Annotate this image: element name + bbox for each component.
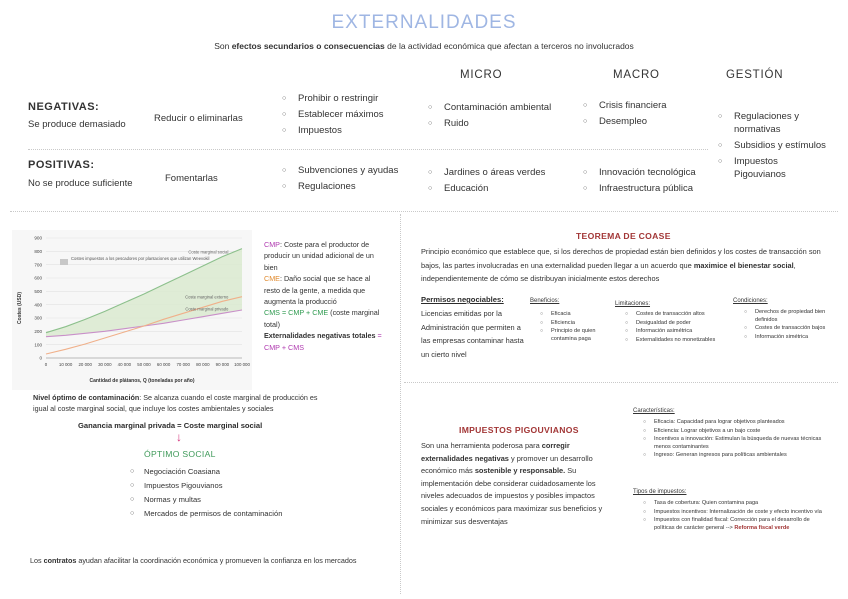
list-item: ○ Normas y multas [130,494,360,505]
cost-definitions: CMP: Coste para el productor de producir un unidad adicional de un bien CME: Daño social que se hace al resto de la gente, a medida que augmenta la producció CMS = CMP + CME (coste marginal total) Externalidades negativas totales = CMP + CMS [264,240,382,352]
legend-swatch [60,259,68,265]
legend-text: Costes impuestos a los pescadores por plantaciones que utilizan Weevokil [71,256,210,261]
col-gestion-heading: GESTIÓN [726,69,784,81]
caracteristicas-list [643,419,828,461]
list-item: ○ Costes de transacción altos [625,311,735,319]
list-item: ○ Eficiencia [540,320,610,328]
limitaciones-title: Limitaciones: [615,301,651,307]
list-item: ○ Ingreso: Generan ingresos para políticas ambientales [643,452,828,460]
list-item: ○ Principio de quien contamina paga [540,328,610,343]
permisos-title: Permisos negociables: [421,295,504,304]
series-label: Coste marginal social [188,249,229,255]
negativas-micro [428,101,578,133]
list-item: ○ Eficacia: Capacidad para lograr objetivos planteados [643,419,828,427]
y-tick-label: 800 [34,248,42,254]
ganancia-equation: Ganancia marginal privada = Coste marginal social [78,421,263,430]
list-item: ○ Contaminación ambiental [428,101,578,114]
beneficios-list [540,311,610,344]
list-item: ○ Educación [428,182,578,195]
x-tick-label: 70 000 [176,362,190,367]
positivas-label: POSITIVAS: [28,159,95,171]
permisos-text: Licencias emitidas por la Administración que permiten a las empresas contaminar hasta un cierto nivel [421,309,524,359]
section-divider [10,211,838,212]
list-item: ○ Desigualdad de poder [625,320,735,328]
x-tick-label: 0 [44,362,48,367]
y-tick-label: 200 [34,328,42,334]
list-item: ○ Impuestos Pigouvianos [718,155,828,181]
list-item: ○ Impuestos Pigouvianos [130,480,360,491]
pigou-text: Son una herramienta poderosa para corregir externalidades negativas y promover un desarrollo económico más sostenible y responsable. Su implementación debe considerar cuidadosamente los niveles adecuados de impuestos y posibles impactos sociales y económicos para maximizar sus beneficios y minimizar sus desventajas [421,441,603,526]
list-item: ○ Impuestos [282,124,422,137]
series-label: Coste marginal privado [185,306,229,312]
row-divider [28,149,708,150]
y-tick-label: 400 [34,302,42,308]
list-item: ○ Tasa de cobertura: Quien contamina paga [643,500,828,508]
x-axis-label: Cantidad de plátanos, Q (toneladas por año) [89,378,195,384]
list-item: ○ Jardines o áreas verdes [428,166,578,179]
caracteristicas-title: Características: [633,408,675,414]
optimo-text: Nivel óptimo de contaminación: Se alcanza cuando el coste marginal de producción es igual al coste marginal social, que incluye los costes ambientales y sociales [33,393,318,413]
gestion-list [718,110,828,184]
list-item: ○ Eficacia [540,311,610,319]
x-tick-label: 20 000 [78,362,92,367]
series-label: Coste marginal externo [185,294,229,300]
positivas-micro [428,166,578,198]
y-tick-label: 700 [34,262,42,268]
list-item: ○ Desempleo [583,115,708,128]
y-tick-label: 500 [34,288,42,294]
pigou-title: IMPUESTOS PIGOUVIANOS [459,425,579,435]
positivas-measures [282,164,422,196]
list-item: ○ Mercados de permisos de contaminación [130,508,360,519]
list-item: ○ Subsidios y estímulos [718,139,828,152]
x-tick-label: 80 000 [196,362,210,367]
x-tick-label: 60 000 [156,362,171,367]
list-item: ○ Crisis financiera [583,99,708,112]
negativas-action: Reducir o eliminarlas [154,113,243,124]
x-tick-label: 90 000 [215,362,230,367]
list-item: ○ Regulaciones [282,180,422,193]
list-item: ○ Prohibir o restringir [282,92,422,105]
positivas-action: Fomentarlas [165,173,218,184]
negativas-measures [282,92,422,140]
positivas-macro [583,166,708,198]
list-item: ○ Eficiencia: Lograr objetivos a un bajo coste [643,428,828,436]
condiciones-list [744,309,836,342]
page-title: EXTERNALIDADES [331,12,517,33]
optimo-social-list [130,466,360,522]
list-item: ○ Innovación tecnológica [583,166,708,179]
y-axis-label: Costes (USD) [17,292,23,324]
list-item: ○ Negociación Coasiana [130,466,360,477]
cost-chart [12,230,252,390]
limitaciones-list [625,311,735,345]
y-tick-label: 100 [34,342,42,348]
list-item: ○ Infraestructura pública [583,182,708,195]
negativas-macro [583,99,708,131]
coase-text: Principio económico que establece que, si los derechos de propiedad están bien definidos y los costes de transacción son bajos, las partes involucradas en una externalidad pueden llegar a un acuerdo que maximice el bienestar social, independientemente de cómo se distribuyan inicialmente estos derechos [421,247,821,284]
y-tick-label: 300 [34,315,42,321]
y-tick-label: 600 [34,275,42,281]
col-macro-heading: MACRO [613,69,660,81]
list-item: ○ Impuestos incentivos: Internalización de coste y efecto incentivo vía [643,509,828,517]
x-tick-label: 100 000 [234,362,250,367]
section-divider-right [404,382,838,383]
list-item: ○ Impuestos con finalidad fiscal: Corrección para el desarrollo de políticas de carácter general --> Reforma fiscal verde [643,517,828,532]
coase-title: TEOREMA DE COASE [576,231,671,241]
list-item: ○ Regulaciones y normativas [718,110,828,136]
column-divider [400,214,401,594]
list-item: ○ Establecer máximos [282,108,422,121]
negativas-label: NEGATIVAS: [28,101,100,113]
condiciones-title: Condiciones: [733,298,768,304]
list-item: ○ Información simétrica [744,334,836,342]
x-tick-label: 40 000 [117,362,132,367]
tipos-title: Tipos de impuestos: [633,489,687,495]
y-tick-label: 900 [34,235,42,241]
tipos-list [643,500,828,533]
col-micro-heading: MICRO [460,69,503,81]
x-tick-label: 30 000 [98,362,112,367]
optimo-social-title: ÓPTIMO SOCIAL [144,449,216,459]
list-item: ○ Costes de transacción bajos [744,325,836,333]
negativas-sub: Se produce demasiado [28,119,126,130]
x-tick-label: 10 000 [58,362,73,367]
x-tick-label: 50 000 [137,362,151,367]
list-item: ○ Externalidades no monetizables [625,337,735,345]
arrow-down-icon: ↓ [176,430,182,444]
contratos-text: Los contratos ayudan afacilitar la coordinación económica y promueven la confianza en los mercados [30,556,357,565]
page-subtitle: Son efectos secundarios o consecuencias de la actividad económica que afectan a terceros no involucrados [214,41,634,51]
y-tick-label: 0 [39,355,42,361]
list-item: ○ Incentivos a innovación: Estimulan la búsqueda de nuevas técnicas menos contaminantes [643,436,828,451]
list-item: ○ Información asimétrica [625,328,735,336]
beneficios-title: Beneficios: [530,298,560,304]
list-item: ○ Subvenciones y ayudas [282,164,422,177]
list-item: ○ Ruido [428,117,578,130]
positivas-sub: No se produce suficiente [28,178,133,189]
list-item: ○ Derechos de propiedad bien definidos [744,309,836,324]
